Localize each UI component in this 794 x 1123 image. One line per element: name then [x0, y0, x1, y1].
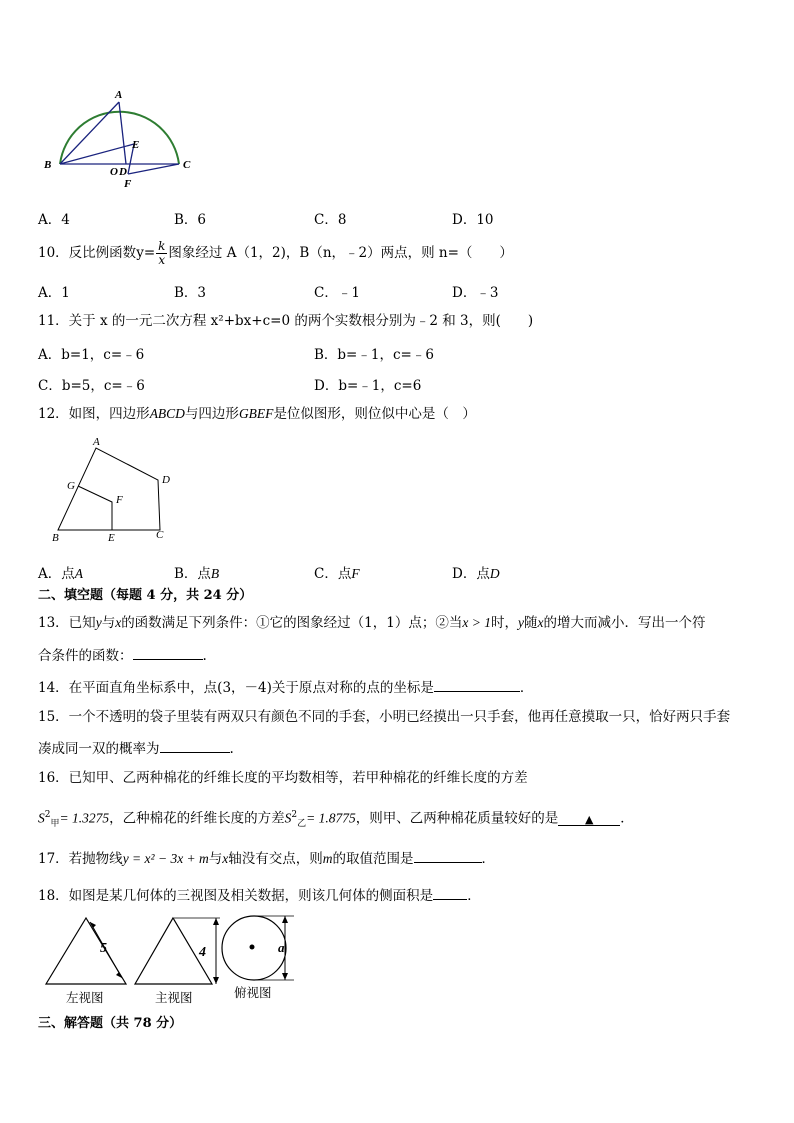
q17-stem [38, 848, 495, 868]
t: 时， [490, 615, 518, 631]
t: . [202, 648, 207, 664]
opt-pre: D．点 [452, 566, 490, 582]
answer-blank[interactable] [433, 885, 467, 900]
q12-post: 是位似图形，则位似中心是（ ） [273, 406, 476, 422]
t: ． [519, 680, 534, 696]
t: 13．已知 [38, 615, 96, 631]
top-view-label: 俯视图 [234, 985, 272, 1000]
dim-5: 5 [100, 941, 107, 956]
opt-var: F [351, 566, 360, 581]
q10-post: 图象经过 A（1，2)，B（n，﹣2）两点，则 n=（ ） [168, 245, 513, 261]
q12-mid: 与四边形 [184, 406, 239, 422]
opt-var: D [489, 566, 500, 581]
label-b: B [44, 159, 52, 171]
q12-pre: 12．如图，四边形 [38, 406, 150, 422]
q9-option-b: B．6 [174, 212, 207, 228]
t: 的函数满足下列条件：①它的图象经过（1，1）点；②当 [121, 615, 463, 631]
q11-option-a: A．b=1，c=﹣6 [38, 347, 145, 363]
q10-fraction [156, 240, 167, 267]
dim-a: a [278, 940, 285, 955]
t: 17．若抛物线 [38, 851, 123, 867]
q13-line1 [38, 614, 705, 632]
t: 14．在平面直角坐标系中，点(3，－4)关于原点对称的点的坐标是 [38, 680, 434, 696]
q12-option-c [314, 562, 360, 582]
label-c: C [156, 529, 164, 541]
q11-option-c: C．b=5，c=﹣6 [38, 378, 145, 394]
t: 18．如图是某几何体的三视图及相关数据，则该几何体的侧面积是 [38, 888, 434, 904]
opt-pre: B．点 [174, 566, 211, 582]
arrow-head [213, 918, 219, 925]
section-3-heading: 三、解答题（共 78 分） [38, 1016, 183, 1031]
equation: y = x² − 3x + m [122, 851, 209, 866]
var: x > 1 [462, 615, 491, 630]
t: 轴没有交点，则 [228, 851, 323, 867]
label-a: A [115, 89, 123, 101]
t: 的增大而减小．写出一个符 [543, 615, 706, 631]
q12-figure [46, 436, 186, 546]
q12-shape2: GBEF [238, 406, 274, 421]
q18-stem [38, 885, 481, 905]
segment-be [60, 144, 134, 164]
q10-option-d: D．﹣3 [452, 285, 499, 301]
var: y [517, 615, 524, 630]
var: m [322, 851, 333, 866]
q10-yeq: y= [136, 245, 156, 261]
label-b: B [52, 532, 59, 544]
label-c: C [183, 159, 191, 171]
q18-three-views [40, 912, 310, 1007]
q12-option-b [174, 562, 219, 582]
q12-option-a [38, 562, 83, 582]
left-view-label: 左视图 [66, 990, 104, 1005]
triangle-mark-icon: ▲ [585, 812, 594, 826]
q10-pre: 10．反比例函数 [38, 245, 137, 261]
label-a: A [93, 436, 100, 448]
main-view-label: 主视图 [155, 990, 193, 1005]
sup: 2 [291, 810, 298, 820]
label-e: E [108, 532, 115, 544]
t: 合条件的函数： [38, 648, 133, 664]
t: ． [620, 810, 634, 827]
label-f: F [116, 494, 123, 506]
t: 与 [208, 851, 223, 867]
answer-blank[interactable] [160, 738, 230, 753]
q12-option-d [452, 562, 500, 582]
answer-blank[interactable] [414, 848, 482, 863]
q11-option-b: B．b=﹣1，c=﹣6 [314, 347, 434, 363]
q10-stem [38, 240, 513, 267]
opt-var: A [74, 566, 83, 581]
answer-blank[interactable] [558, 811, 620, 826]
q13-line2 [38, 645, 207, 665]
value: = 1.3275 [59, 810, 110, 826]
var: x [222, 851, 229, 866]
label-f: F [124, 178, 132, 190]
var-s: S [284, 810, 292, 826]
q11-option-d: D．b=﹣1，c=6 [314, 378, 422, 394]
t: ． [481, 851, 496, 867]
q16-line2 [38, 806, 634, 833]
q12-shape1: ABCD [149, 406, 185, 421]
q9-option-a: A．4 [38, 212, 70, 228]
chord-ab [60, 102, 119, 164]
var-s: S [38, 810, 45, 826]
q15-line2 [38, 738, 234, 758]
q14-stem [38, 677, 533, 697]
opt-pre: C．点 [314, 566, 352, 582]
t: 的取值范围是 [332, 851, 414, 867]
sub: 甲 [50, 819, 60, 830]
q15-line1: 15．一个不透明的袋子里装有两双只有颜色不同的手套，小明已经摸出一只手套，他再任意摸取一只，恰好两只手套 [38, 709, 731, 725]
label-g: G [67, 480, 75, 492]
section-2-heading: 二、填空题（每题 4 分，共 24 分） [38, 588, 253, 603]
q10-option-a: A．1 [38, 285, 70, 301]
t: ． [467, 888, 481, 904]
q11-stem: 11．关于 x 的一元二次方程 x²+bx+c=0 的两个实数根分别为﹣2 和 3，则( ) [38, 313, 534, 329]
t: ，乙种棉花的纤维长度的方差 [109, 810, 285, 827]
frac-numerator: k [158, 239, 166, 253]
q9-option-c: C．8 [314, 212, 347, 228]
var: x [115, 615, 122, 630]
q9-option-d: D．10 [452, 212, 494, 228]
q10-option-b: B．3 [174, 285, 207, 301]
arrow-head [213, 977, 219, 984]
label-e: E [132, 139, 140, 151]
opt-pre: A．点 [38, 566, 75, 582]
answer-blank[interactable] [434, 677, 520, 692]
quad-gbef [78, 486, 112, 530]
var: x [537, 615, 544, 630]
left-view-triangle [46, 918, 126, 984]
q9-figure [38, 84, 191, 194]
sup: 2 [44, 810, 51, 820]
t: 凑成同一双的概率为 [38, 741, 160, 757]
q10-option-c: C．﹣1 [314, 285, 360, 301]
semicircle-arc [60, 112, 179, 164]
opt-var: B [210, 566, 220, 581]
arrow-head [282, 973, 288, 980]
t: . [229, 741, 234, 757]
label-d: D [162, 474, 170, 486]
q16-line1: 16．已知甲、乙两种棉花的纤维长度的平均数相等，若甲种棉花的纤维长度的方差 [38, 770, 528, 786]
t: 随 [523, 615, 538, 631]
label-d: D [119, 166, 127, 178]
t: 与 [101, 615, 116, 631]
var: y [95, 615, 102, 630]
t: ，则甲、乙两种棉花质量较好的是 [355, 810, 559, 827]
q12-stem [38, 405, 476, 423]
frac-denominator: x [158, 253, 166, 267]
sub: 乙 [297, 819, 307, 830]
label-o: O [110, 166, 118, 178]
top-view-center [250, 945, 255, 950]
dim-4: 4 [199, 945, 206, 960]
answer-blank[interactable] [133, 645, 203, 660]
arrow-head [282, 916, 288, 923]
segment-fc [128, 164, 179, 174]
value: = 1.8775 [306, 810, 356, 826]
